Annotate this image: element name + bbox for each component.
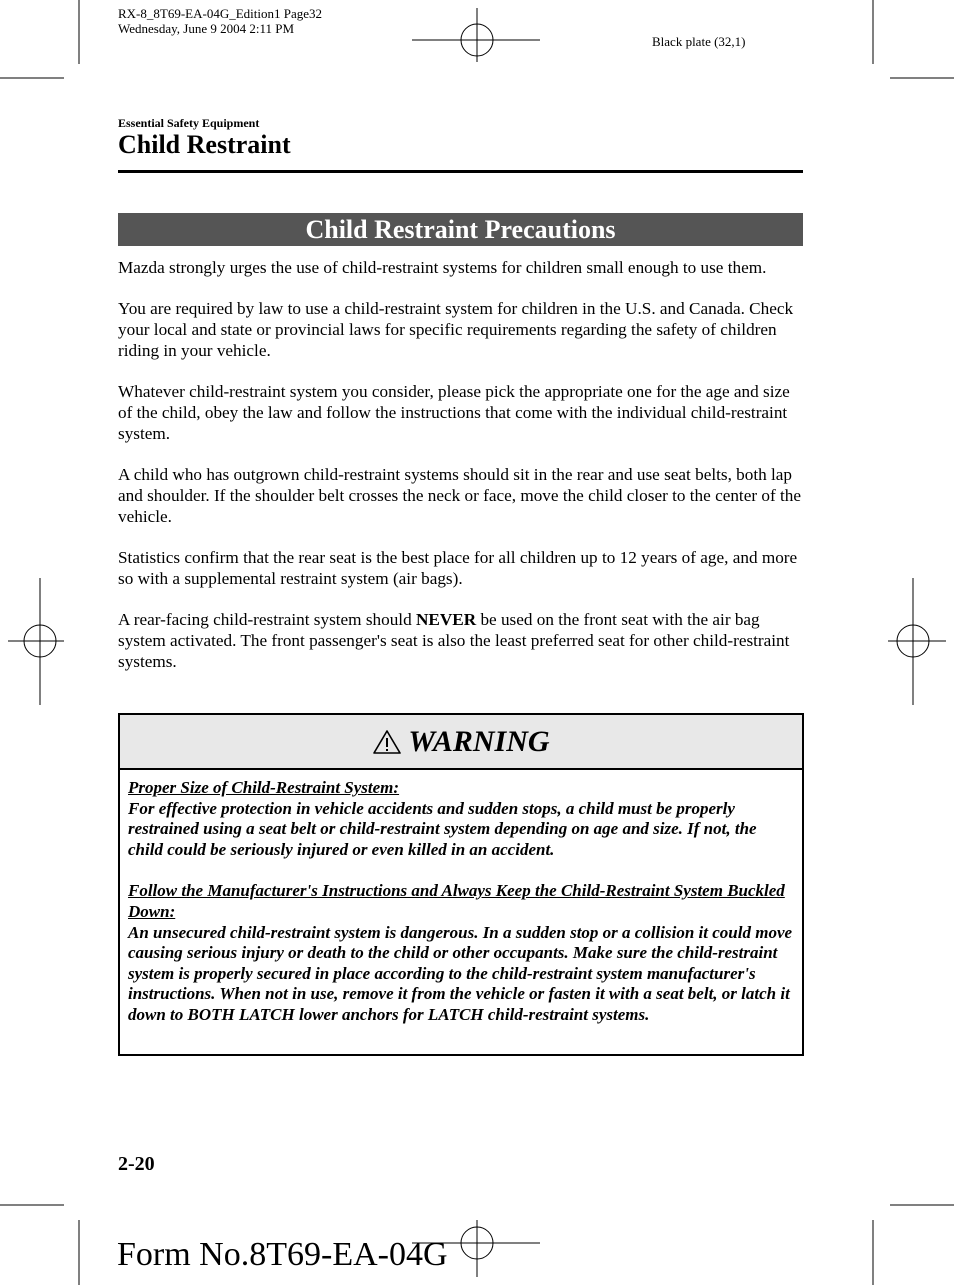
section-header: Child Restraint Precautions <box>118 213 803 246</box>
warning-item-text: An unsecured child-restraint system is dangerous. In a sudden stop or a collision it could move causing serious injury or death to the child or other occupants. Make sure the child-restraint system is properly secured in place according to the child-restraint system manufacturer's instructions. When not in use, remove it from the vehicle or fasten it with a seat belt, or latch it down to BOTH LATCH lower anchors for LATCH child-restraint systems. <box>128 922 793 1024</box>
warning-body <box>120 770 802 1026</box>
page-number: 2-20 <box>118 1153 155 1175</box>
registration-mark-left <box>8 578 64 705</box>
print-meta-line2: Wednesday, June 9 2004 2:11 PM <box>118 21 295 36</box>
warning-item <box>128 881 794 1025</box>
print-metadata <box>118 6 322 36</box>
warning-item-text: For effective protection in vehicle accidents and sudden stops, a child must be properly restrained using a seat belt or child-restraint system depending on age and size. If not, the child could be seriously injured or even killed in an accident. <box>128 798 757 859</box>
plate-label: Black plate (32,1) <box>652 34 746 49</box>
warning-label: WARNING <box>408 724 550 758</box>
registration-mark-top <box>412 8 540 62</box>
warning-header <box>120 715 802 770</box>
paragraph-text: be used on the front seat with the air bag system activated. The front passenger's seat is also the least preferred seat for other child-restraint systems. <box>118 610 790 671</box>
warning-item-heading: Proper Size of Child-Restraint System: <box>128 778 400 797</box>
page-title: Child Restraint <box>118 130 291 159</box>
paragraph: Mazda strongly urges the use of child-restraint systems for children small enough to use them. <box>118 258 767 277</box>
warning-item-heading: Follow the Manufacturer's Instructions and Always Keep the Child-Restraint System Buckled Down: <box>128 881 785 921</box>
print-meta-line1: RX-8_8T69-EA-04G_Edition1 Page32 <box>118 6 323 21</box>
warning-item <box>128 778 794 860</box>
paragraph: Statistics confirm that the rear seat is the best place for all children up to 12 years of age, and more so with a supplemental restraint system (air bags). <box>118 548 798 588</box>
form-number: Form No.8T69-EA-04G <box>117 1236 448 1273</box>
paragraph <box>118 609 808 672</box>
paragraph: Whatever child-restraint system you consider, please pick the appropriate one for the age and size of the child, obey the law and follow the instructions that come with the individual child-restraint system. <box>118 382 790 443</box>
paragraph-text: A rear-facing child-restraint system should <box>118 610 416 629</box>
section-label: Essential Safety Equipment <box>118 116 260 130</box>
title-rule <box>118 170 803 173</box>
paragraph: A child who has outgrown child-restraint systems should sit in the rear and use seat belts, both lap and shoulder. If the shoulder belt crosses the neck or face, move the child closer to the center of the vehicle. <box>118 465 801 526</box>
body-text <box>118 257 808 692</box>
warning-triangle-icon <box>372 729 402 755</box>
warning-box <box>118 713 804 1056</box>
emphasis-never: NEVER <box>415 610 477 629</box>
registration-mark-right <box>888 578 946 705</box>
paragraph: You are required by law to use a child-restraint system for children in the U.S. and Canada. Check your local and state or provincial laws for specific requirements regarding the safety of children riding in your vehicle. <box>118 299 794 360</box>
